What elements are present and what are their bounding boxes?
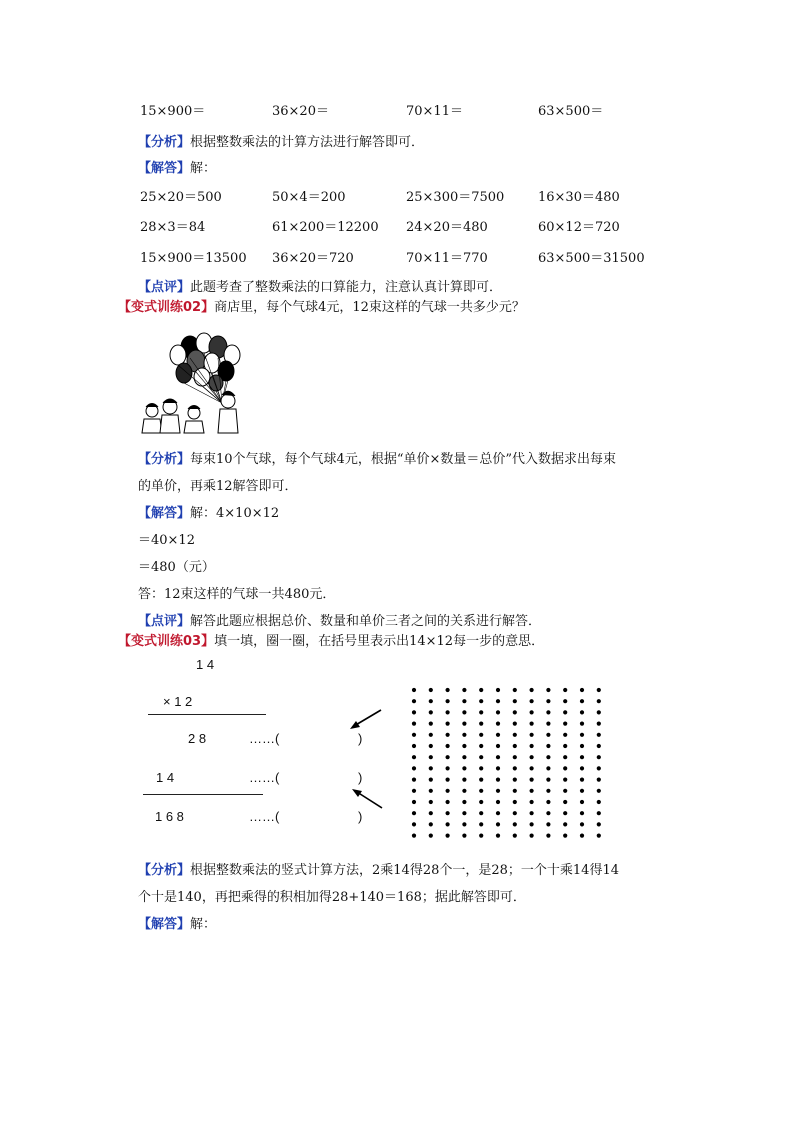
grid-dot	[597, 800, 601, 804]
grid-dot	[513, 800, 517, 804]
partial-product-2: 1 4	[156, 770, 175, 785]
grid-dot	[429, 766, 433, 770]
grid-dot	[446, 722, 450, 726]
grid-dot	[462, 800, 466, 804]
answer-tag: 【解答】	[138, 917, 191, 932]
grid-dot	[597, 755, 601, 759]
partial-product-1: 2 8	[188, 731, 207, 746]
analysis-1	[138, 131, 424, 150]
grid-dot	[530, 811, 534, 815]
grid-dot	[429, 688, 433, 692]
grid-dot	[479, 722, 483, 726]
grid-dot	[496, 834, 500, 838]
grid-dot	[462, 766, 466, 770]
grid-dot	[580, 822, 584, 826]
grid-dot	[580, 699, 584, 703]
grid-dot	[546, 778, 550, 782]
grid-dot	[496, 800, 500, 804]
grid-dot	[496, 778, 500, 782]
expr: 36×20＝	[272, 104, 329, 119]
grid-dot	[479, 699, 483, 703]
grid-dot	[479, 733, 483, 737]
grid-dot	[546, 722, 550, 726]
grid-dot	[597, 688, 601, 692]
product: 1 6 8	[155, 809, 184, 824]
grid-dot	[513, 733, 517, 737]
grid-dot	[479, 688, 483, 692]
dot-grid	[408, 684, 608, 844]
grid-dot	[513, 789, 517, 793]
grid-dot	[530, 744, 534, 748]
grid-dot	[563, 688, 567, 692]
comment-text: 解答此题应根据总价、数量和单价三者之间的关系进行解答．	[190, 614, 542, 629]
grid-dot	[496, 789, 500, 793]
answer-expr: 15×900＝13500	[140, 251, 247, 266]
grid-dot	[546, 789, 550, 793]
grid-dot	[496, 710, 500, 714]
grid-dot	[530, 834, 534, 838]
multiplicand: 1 4	[196, 657, 215, 672]
grid-dot	[513, 822, 517, 826]
answer-tag: 【解答】	[138, 506, 191, 521]
grid-dot	[412, 811, 416, 815]
grid-dot	[412, 789, 416, 793]
grid-dot	[412, 834, 416, 838]
grid-dot	[446, 789, 450, 793]
answer-text: 解：4×10×12	[190, 506, 280, 521]
analysis-3-line2: 个十是140，再把乘得的积相加得28+140＝168；据此解答即可．	[138, 890, 526, 905]
grid-dot	[513, 688, 517, 692]
grid-dot	[429, 755, 433, 759]
comment-text: 此题考查了整数乘法的口算能力，注意认真计算即可．	[190, 280, 503, 295]
grid-dot	[597, 822, 601, 826]
grid-dot	[479, 778, 483, 782]
analysis-tag: 【分析】	[138, 135, 191, 150]
exercise-text: 填一填，圈一圈，在括号里表示出14×12每一步的意思．	[214, 634, 545, 649]
expr: 15×900＝	[140, 104, 206, 119]
grid-dot	[412, 688, 416, 692]
grid-dot	[412, 722, 416, 726]
grid-dot	[496, 755, 500, 759]
grid-dot	[462, 789, 466, 793]
grid-dot	[580, 710, 584, 714]
arrow-icon	[350, 786, 386, 810]
comment-1	[138, 276, 502, 295]
grid-dot	[412, 755, 416, 759]
grid-dot	[412, 800, 416, 804]
grid-dot	[462, 811, 466, 815]
grid-dot	[429, 733, 433, 737]
answer-final: 答：12束这样的气球一共480元．	[138, 587, 336, 602]
answer-step: ＝40×12	[138, 533, 195, 548]
grid-dot	[597, 710, 601, 714]
exercise-tag: 【变式训练02】	[118, 300, 215, 315]
comment-tag: 【点评】	[138, 614, 191, 629]
balloon-illustration	[138, 325, 248, 435]
analysis-tag: 【分析】	[138, 863, 191, 878]
blank-open: ……(	[249, 809, 280, 824]
expr: 63×500＝	[538, 104, 604, 119]
grid-dot	[546, 733, 550, 737]
grid-dot	[412, 778, 416, 782]
grid-dot	[429, 699, 433, 703]
analysis-text: 每束10个气球，每个气球4元，根据“单价×数量＝总价”代入数据求出每束	[190, 452, 617, 467]
grid-dot	[429, 800, 433, 804]
grid-dot	[597, 811, 601, 815]
grid-dot	[563, 766, 567, 770]
grid-dot	[597, 699, 601, 703]
grid-dot	[563, 811, 567, 815]
grid-dot	[563, 755, 567, 759]
answer-expr: 16×30＝480	[538, 190, 620, 205]
grid-dot	[429, 789, 433, 793]
exercise-text: 商店里，每个气球4元，12束这样的气球一共多少元？	[214, 300, 525, 315]
grid-dot	[446, 755, 450, 759]
grid-dot	[546, 699, 550, 703]
exercise-tag: 【变式训练03】	[118, 634, 215, 649]
blank-close: )	[358, 731, 363, 746]
grid-dot	[479, 822, 483, 826]
grid-dot	[412, 822, 416, 826]
grid-dot	[530, 722, 534, 726]
grid-dot	[597, 733, 601, 737]
answer-expr: 24×20＝480	[406, 220, 488, 235]
grid-dot	[530, 789, 534, 793]
analysis-tag: 【分析】	[138, 452, 191, 467]
grid-dot	[580, 722, 584, 726]
grid-dot	[597, 778, 601, 782]
grid-dot	[446, 744, 450, 748]
exercise-03	[118, 630, 544, 649]
blank-open: ……(	[249, 731, 280, 746]
grid-dot	[412, 733, 416, 737]
grid-dot	[496, 822, 500, 826]
grid-dot	[462, 822, 466, 826]
grid-dot	[496, 766, 500, 770]
grid-dot	[496, 744, 500, 748]
grid-dot	[429, 710, 433, 714]
grid-dot	[563, 789, 567, 793]
grid-dot	[479, 755, 483, 759]
grid-dot	[429, 822, 433, 826]
answer-expr: 63×500＝31500	[538, 251, 645, 266]
grid-dot	[530, 822, 534, 826]
grid-dot	[462, 699, 466, 703]
grid-dot	[446, 733, 450, 737]
grid-dot	[462, 755, 466, 759]
grid-dot	[530, 766, 534, 770]
grid-dot	[429, 722, 433, 726]
answer-step: ＝480（元）	[138, 560, 215, 575]
answer-expr: 36×20＝720	[272, 251, 354, 266]
grid-dot	[580, 744, 584, 748]
grid-dot	[479, 766, 483, 770]
grid-dot	[462, 744, 466, 748]
grid-dot	[496, 688, 500, 692]
grid-dot	[412, 710, 416, 714]
grid-dot	[563, 744, 567, 748]
grid-dot	[546, 822, 550, 826]
grid-dot	[513, 834, 517, 838]
grid-dot	[546, 688, 550, 692]
grid-dot	[530, 710, 534, 714]
grid-dot	[429, 834, 433, 838]
grid-dot	[580, 811, 584, 815]
comment-tag: 【点评】	[138, 280, 191, 295]
grid-dot	[580, 755, 584, 759]
grid-dot	[580, 766, 584, 770]
answer-expr: 60×12＝720	[538, 220, 620, 235]
grid-dot	[563, 699, 567, 703]
grid-dot	[546, 766, 550, 770]
grid-dot	[429, 811, 433, 815]
grid-dot	[446, 811, 450, 815]
answer-expr: 28×3＝84	[140, 220, 206, 235]
analysis-2	[138, 448, 616, 467]
grid-dot	[479, 834, 483, 838]
sum-line	[148, 714, 266, 715]
answer-expr: 70×11＝770	[406, 251, 488, 266]
grid-dot	[597, 744, 601, 748]
answer-tag: 【解答】	[138, 161, 191, 176]
grid-dot	[462, 733, 466, 737]
expr: 70×11＝	[406, 104, 463, 119]
grid-dot	[580, 789, 584, 793]
grid-dot	[563, 710, 567, 714]
blank-close: )	[358, 809, 363, 824]
grid-dot	[446, 778, 450, 782]
grid-dot	[513, 778, 517, 782]
grid-dot	[446, 822, 450, 826]
answer-expr: 61×200＝12200	[272, 220, 379, 235]
grid-dot	[496, 733, 500, 737]
analysis-text: 根据整数乘法的竖式计算方法，2乘14得28个一，是28；一个十乘14得14	[190, 863, 619, 878]
grid-dot	[429, 744, 433, 748]
grid-dot	[462, 710, 466, 714]
grid-dot	[546, 800, 550, 804]
grid-dot	[530, 800, 534, 804]
grid-dot	[597, 789, 601, 793]
grid-dot	[513, 811, 517, 815]
grid-dot	[462, 688, 466, 692]
grid-dot	[513, 744, 517, 748]
grid-dot	[479, 800, 483, 804]
grid-dot	[530, 733, 534, 737]
grid-dot	[479, 744, 483, 748]
grid-dot	[496, 811, 500, 815]
grid-dot	[546, 710, 550, 714]
grid-dot	[446, 834, 450, 838]
grid-dot	[479, 789, 483, 793]
grid-dot	[530, 778, 534, 782]
grid-dot	[597, 766, 601, 770]
grid-dot	[496, 699, 500, 703]
answer-expr: 50×4＝200	[272, 190, 346, 205]
grid-dot	[563, 733, 567, 737]
grid-dot	[446, 800, 450, 804]
grid-dot	[580, 800, 584, 804]
grid-dot	[580, 834, 584, 838]
grid-dot	[446, 710, 450, 714]
blank-close: )	[358, 770, 363, 785]
grid-dot	[513, 699, 517, 703]
answer-1	[138, 157, 216, 176]
grid-dot	[530, 755, 534, 759]
grid-dot	[429, 778, 433, 782]
grid-dot	[513, 710, 517, 714]
answer-text: 解：	[190, 161, 217, 176]
grid-dot	[597, 834, 601, 838]
grid-dot	[462, 722, 466, 726]
answer-2	[138, 502, 279, 521]
grid-dot	[563, 800, 567, 804]
answer-text: 解：	[190, 917, 217, 932]
grid-dot	[546, 811, 550, 815]
sum-line	[143, 794, 263, 795]
analysis-3	[138, 859, 619, 878]
multiplier: × 1 2	[163, 694, 193, 709]
grid-dot	[580, 778, 584, 782]
comment-2	[138, 610, 541, 629]
grid-dot	[580, 688, 584, 692]
grid-dot	[563, 834, 567, 838]
analysis-2-line2: 的单价，再乘12解答即可．	[138, 479, 298, 494]
blank-open: ……(	[249, 770, 280, 785]
grid-dot	[446, 699, 450, 703]
grid-dot	[530, 699, 534, 703]
grid-dot	[479, 811, 483, 815]
grid-dot	[446, 688, 450, 692]
grid-dot	[412, 766, 416, 770]
analysis-text: 根据整数乘法的计算方法进行解答即可．	[190, 135, 425, 150]
grid-dot	[563, 722, 567, 726]
grid-dot	[513, 755, 517, 759]
grid-dot	[479, 710, 483, 714]
grid-dot	[530, 688, 534, 692]
grid-dot	[513, 766, 517, 770]
answer-expr: 25×20＝500	[140, 190, 222, 205]
exercise-02	[118, 296, 525, 315]
grid-dot	[580, 733, 584, 737]
grid-dot	[496, 722, 500, 726]
grid-dot	[563, 822, 567, 826]
grid-dot	[597, 722, 601, 726]
answer-3	[138, 913, 216, 932]
grid-dot	[563, 778, 567, 782]
grid-dot	[412, 699, 416, 703]
grid-dot	[546, 755, 550, 759]
grid-dot	[513, 722, 517, 726]
grid-dot	[412, 744, 416, 748]
arrow-icon	[348, 708, 384, 732]
answer-expr: 25×300＝7500	[406, 190, 505, 205]
grid-dot	[546, 834, 550, 838]
grid-dot	[462, 834, 466, 838]
grid-dot	[446, 766, 450, 770]
grid-dot	[462, 778, 466, 782]
grid-dot	[546, 744, 550, 748]
